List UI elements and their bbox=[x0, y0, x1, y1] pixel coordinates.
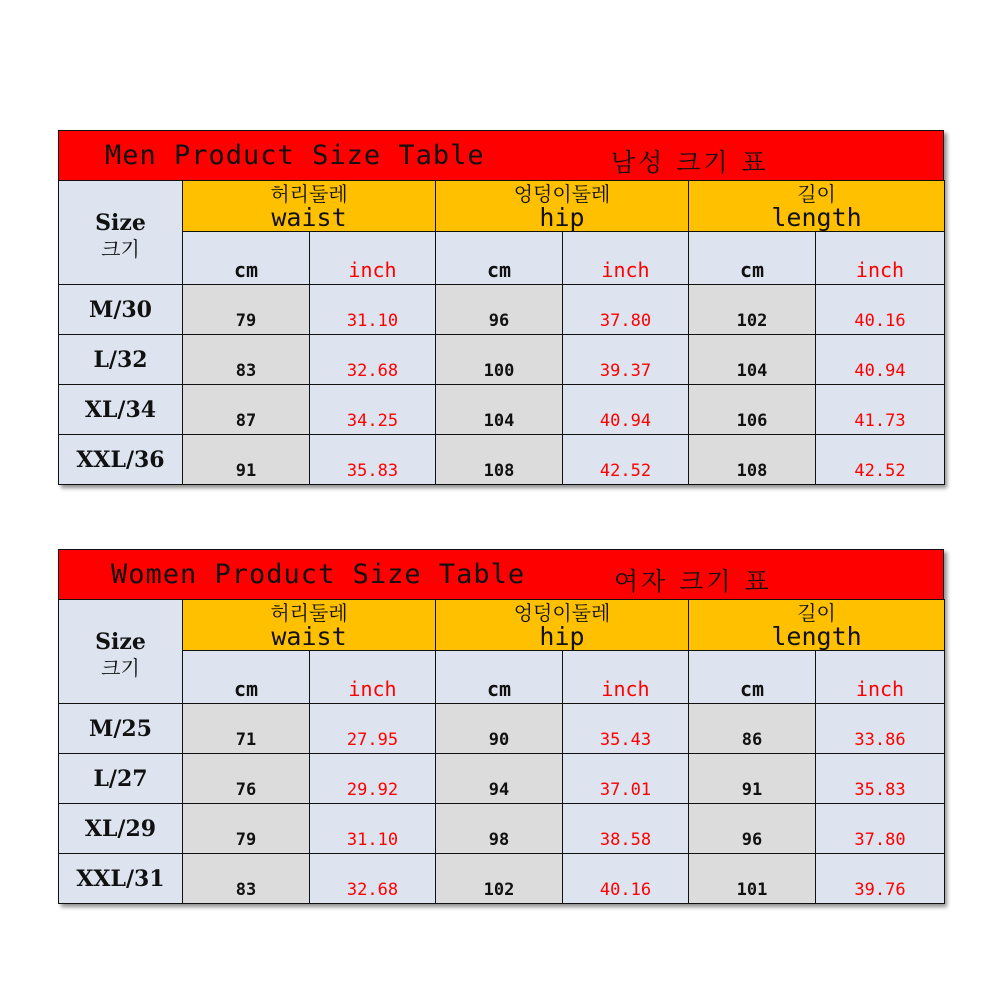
waist-inch-cell: 31.10 bbox=[310, 285, 436, 335]
waist-label-en: waist bbox=[271, 622, 347, 651]
men-title-en: Men Product Size Table bbox=[105, 140, 485, 171]
length-inch-cell: 33.86 bbox=[816, 704, 945, 754]
length-header bbox=[689, 181, 945, 232]
waist-inch-cell: 35.83 bbox=[310, 435, 436, 485]
hip-inch-cell: 37.80 bbox=[563, 285, 689, 335]
length-inch-cell: 35.83 bbox=[816, 754, 945, 804]
waist-cm-cell: 76 bbox=[183, 754, 310, 804]
table-row bbox=[59, 435, 945, 485]
length-inch-cell: 37.80 bbox=[816, 804, 945, 854]
size-cell: XL/29 bbox=[59, 804, 183, 854]
waist-cm-cell: 79 bbox=[183, 285, 310, 335]
length-inch-cell: 41.73 bbox=[816, 385, 945, 435]
length-header bbox=[689, 600, 945, 651]
size-label-en: Size bbox=[95, 209, 146, 236]
table-row bbox=[59, 285, 945, 335]
size-cell: L/27 bbox=[59, 754, 183, 804]
length-cm-cell: 106 bbox=[689, 385, 816, 435]
waist-cm-cell: 83 bbox=[183, 335, 310, 385]
hip-cm-cell: 102 bbox=[436, 854, 563, 904]
table-row bbox=[59, 804, 945, 854]
unit-cm: cm bbox=[183, 232, 310, 285]
men-title-ko: 남성 크기 표 bbox=[611, 148, 769, 177]
table-row bbox=[59, 754, 945, 804]
waist-cm-cell: 87 bbox=[183, 385, 310, 435]
length-label-en: length bbox=[771, 203, 862, 232]
length-inch-cell: 40.16 bbox=[816, 285, 945, 335]
hip-cm-cell: 90 bbox=[436, 704, 563, 754]
men-size-table bbox=[58, 130, 944, 485]
hip-cm-cell: 100 bbox=[436, 335, 563, 385]
length-cm-cell: 86 bbox=[689, 704, 816, 754]
hip-cm-cell: 96 bbox=[436, 285, 563, 335]
length-cm-cell: 108 bbox=[689, 435, 816, 485]
hip-inch-cell: 35.43 bbox=[563, 704, 689, 754]
waist-inch-cell: 31.10 bbox=[310, 804, 436, 854]
waist-header bbox=[183, 181, 436, 232]
length-inch-cell: 40.94 bbox=[816, 335, 945, 385]
unit-cm: cm bbox=[689, 651, 816, 704]
size-header bbox=[59, 600, 183, 704]
hip-inch-cell: 40.94 bbox=[563, 385, 689, 435]
hip-label-ko: 엉덩이둘레 bbox=[513, 182, 611, 206]
unit-inch: inch bbox=[563, 651, 689, 704]
hip-header bbox=[436, 181, 689, 232]
size-cell: L/32 bbox=[59, 335, 183, 385]
hip-cm-cell: 98 bbox=[436, 804, 563, 854]
table-row bbox=[59, 704, 945, 754]
length-cm-cell: 101 bbox=[689, 854, 816, 904]
hip-header bbox=[436, 600, 689, 651]
length-cm-cell: 102 bbox=[689, 285, 816, 335]
hip-inch-cell: 38.58 bbox=[563, 804, 689, 854]
unit-inch: inch bbox=[310, 232, 436, 285]
men-title-bar bbox=[58, 130, 944, 180]
waist-cm-cell: 83 bbox=[183, 854, 310, 904]
waist-inch-cell: 27.95 bbox=[310, 704, 436, 754]
women-title-ko: 여자 크기 표 bbox=[614, 567, 772, 596]
size-cell: XXL/31 bbox=[59, 854, 183, 904]
men-table bbox=[58, 180, 945, 485]
table-row bbox=[59, 854, 945, 904]
hip-cm-cell: 108 bbox=[436, 435, 563, 485]
women-title-en: Women Product Size Table bbox=[111, 559, 526, 590]
length-inch-cell: 39.76 bbox=[816, 854, 945, 904]
hip-inch-cell: 40.16 bbox=[563, 854, 689, 904]
waist-cm-cell: 71 bbox=[183, 704, 310, 754]
hip-label-en: hip bbox=[539, 622, 585, 651]
length-cm-cell: 96 bbox=[689, 804, 816, 854]
table-row bbox=[59, 335, 945, 385]
length-cm-cell: 104 bbox=[689, 335, 816, 385]
hip-inch-cell: 42.52 bbox=[563, 435, 689, 485]
unit-cm: cm bbox=[183, 651, 310, 704]
size-cell: M/25 bbox=[59, 704, 183, 754]
size-cell: M/30 bbox=[59, 285, 183, 335]
length-label-en: length bbox=[771, 622, 862, 651]
waist-cm-cell: 91 bbox=[183, 435, 310, 485]
waist-inch-cell: 29.92 bbox=[310, 754, 436, 804]
hip-cm-cell: 104 bbox=[436, 385, 563, 435]
unit-inch: inch bbox=[563, 232, 689, 285]
unit-inch: inch bbox=[310, 651, 436, 704]
waist-label-ko: 허리둘레 bbox=[270, 601, 348, 625]
women-title-bar bbox=[58, 549, 944, 599]
size-label-ko: 크기 bbox=[101, 236, 140, 261]
unit-inch: inch bbox=[816, 232, 945, 285]
waist-cm-cell: 79 bbox=[183, 804, 310, 854]
waist-inch-cell: 34.25 bbox=[310, 385, 436, 435]
hip-label-en: hip bbox=[539, 203, 585, 232]
size-label-ko: 크기 bbox=[101, 655, 140, 680]
unit-cm: cm bbox=[436, 232, 563, 285]
unit-inch: inch bbox=[816, 651, 945, 704]
hip-label-ko: 엉덩이둘레 bbox=[513, 601, 611, 625]
hip-cm-cell: 94 bbox=[436, 754, 563, 804]
waist-inch-cell: 32.68 bbox=[310, 335, 436, 385]
waist-label-en: waist bbox=[271, 203, 347, 232]
hip-inch-cell: 37.01 bbox=[563, 754, 689, 804]
length-label-ko: 길이 bbox=[797, 601, 836, 625]
hip-inch-cell: 39.37 bbox=[563, 335, 689, 385]
length-cm-cell: 91 bbox=[689, 754, 816, 804]
waist-header bbox=[183, 600, 436, 651]
unit-cm: cm bbox=[436, 651, 563, 704]
waist-label-ko: 허리둘레 bbox=[270, 182, 348, 206]
size-label-en: Size bbox=[95, 628, 146, 655]
size-cell: XL/34 bbox=[59, 385, 183, 435]
waist-inch-cell: 32.68 bbox=[310, 854, 436, 904]
unit-cm: cm bbox=[689, 232, 816, 285]
table-row bbox=[59, 385, 945, 435]
women-table bbox=[58, 599, 945, 904]
length-inch-cell: 42.52 bbox=[816, 435, 945, 485]
women-size-table bbox=[58, 549, 944, 904]
size-header bbox=[59, 181, 183, 285]
size-cell: XXL/36 bbox=[59, 435, 183, 485]
length-label-ko: 길이 bbox=[797, 182, 836, 206]
